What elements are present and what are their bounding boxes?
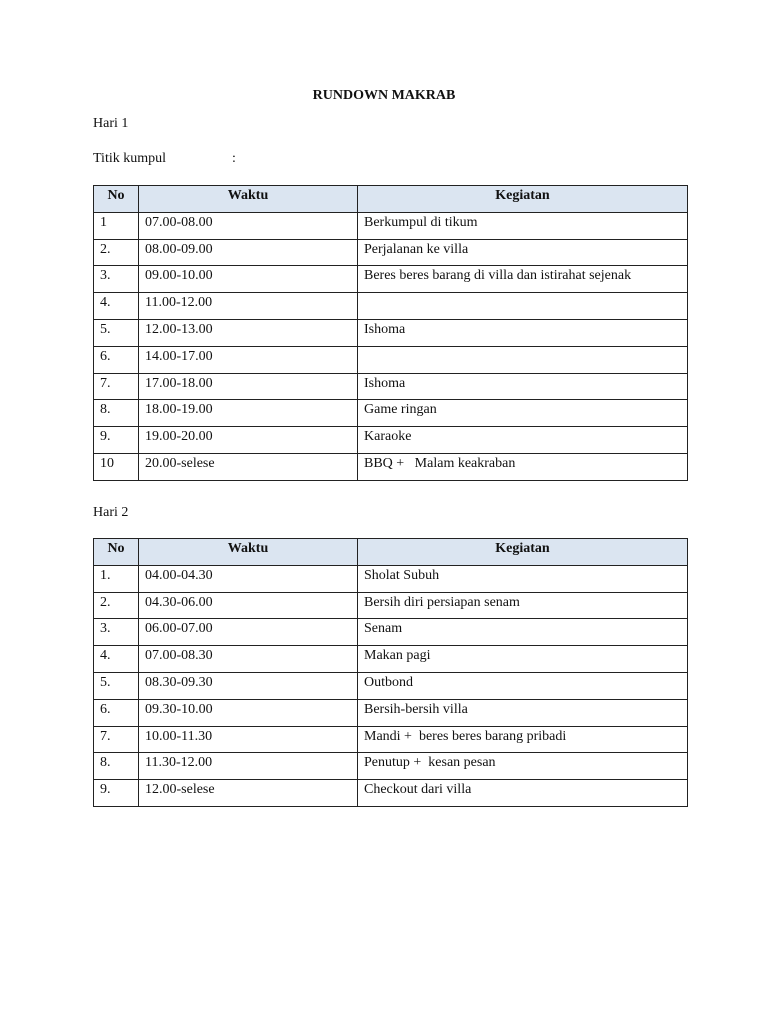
cell-waktu: 04.30-06.00 xyxy=(139,592,358,619)
cell-waktu: 10.00-11.30 xyxy=(139,726,358,753)
cell-waktu: 19.00-20.00 xyxy=(139,427,358,454)
table-row xyxy=(94,699,688,726)
table-row xyxy=(94,400,688,427)
table-row xyxy=(94,592,688,619)
cell-no: 2. xyxy=(94,592,139,619)
table-row xyxy=(94,293,688,320)
cell-kegiatan xyxy=(358,293,688,320)
day2-schedule-table xyxy=(93,538,688,807)
cell-no: 9. xyxy=(94,427,139,454)
table-header-row xyxy=(94,539,688,566)
cell-kegiatan: Bersih diri persiapan senam xyxy=(358,592,688,619)
column-header-waktu: Waktu xyxy=(139,186,358,213)
cell-waktu: 07.00-08.00 xyxy=(139,212,358,239)
cell-waktu: 11.00-12.00 xyxy=(139,293,358,320)
cell-no: 5. xyxy=(94,672,139,699)
cell-kegiatan: Penutup + kesan pesan xyxy=(358,753,688,780)
cell-waktu: 08.00-09.00 xyxy=(139,239,358,266)
day1-label: Hari 1 xyxy=(93,116,129,131)
cell-no: 3. xyxy=(94,619,139,646)
table-row xyxy=(94,753,688,780)
table-row xyxy=(94,453,688,480)
table-row xyxy=(94,565,688,592)
cell-waktu: 07.00-08.30 xyxy=(139,646,358,673)
cell-kegiatan: Perjalanan ke villa xyxy=(358,239,688,266)
table-row xyxy=(94,373,688,400)
document-title: RUNDOWN MAKRAB xyxy=(312,88,456,103)
cell-no: 6. xyxy=(94,699,139,726)
cell-no: 4. xyxy=(94,293,139,320)
table-row xyxy=(94,646,688,673)
day2-label: Hari 2 xyxy=(93,505,129,520)
cell-kegiatan: Outbond xyxy=(358,672,688,699)
cell-kegiatan: Berkumpul di tikum xyxy=(358,212,688,239)
column-header-waktu: Waktu xyxy=(139,539,358,566)
column-header-no: No xyxy=(94,539,139,566)
cell-kegiatan: Sholat Subuh xyxy=(358,565,688,592)
cell-no: 1 xyxy=(94,212,139,239)
cell-waktu: 20.00-selese xyxy=(139,453,358,480)
cell-no: 3. xyxy=(94,266,139,293)
cell-waktu: 04.00-04.30 xyxy=(139,565,358,592)
cell-waktu: 12.00-13.00 xyxy=(139,319,358,346)
cell-waktu: 06.00-07.00 xyxy=(139,619,358,646)
cell-kegiatan: Mandi + beres beres barang pribadi xyxy=(358,726,688,753)
day1-schedule-table xyxy=(93,185,688,481)
cell-no: 10 xyxy=(94,453,139,480)
cell-kegiatan: Senam xyxy=(358,619,688,646)
table-row xyxy=(94,619,688,646)
cell-kegiatan: Karaoke xyxy=(358,427,688,454)
table-row xyxy=(94,266,688,293)
table-row xyxy=(94,346,688,373)
table-row xyxy=(94,726,688,753)
cell-waktu: 12.00-selese xyxy=(139,780,358,807)
column-header-kegiatan: Kegiatan xyxy=(358,539,688,566)
cell-no: 6. xyxy=(94,346,139,373)
cell-waktu: 09.30-10.00 xyxy=(139,699,358,726)
table-row xyxy=(94,780,688,807)
table-header-row xyxy=(94,186,688,213)
cell-no: 8. xyxy=(94,753,139,780)
cell-kegiatan: Beres beres barang di villa dan istirahat sejenak xyxy=(358,266,688,293)
cell-waktu: 18.00-19.00 xyxy=(139,400,358,427)
cell-no: 7. xyxy=(94,373,139,400)
cell-kegiatan: Bersih-bersih villa xyxy=(358,699,688,726)
table-row xyxy=(94,212,688,239)
table-row xyxy=(94,239,688,266)
titik-kumpul-colon: : xyxy=(232,151,236,166)
cell-kegiatan xyxy=(358,346,688,373)
cell-kegiatan: Ishoma xyxy=(358,319,688,346)
cell-waktu: 11.30-12.00 xyxy=(139,753,358,780)
cell-no: 9. xyxy=(94,780,139,807)
cell-no: 2. xyxy=(94,239,139,266)
cell-waktu: 09.00-10.00 xyxy=(139,266,358,293)
column-header-kegiatan: Kegiatan xyxy=(358,186,688,213)
cell-waktu: 17.00-18.00 xyxy=(139,373,358,400)
cell-no: 7. xyxy=(94,726,139,753)
cell-no: 4. xyxy=(94,646,139,673)
cell-kegiatan: Checkout dari villa xyxy=(358,780,688,807)
titik-kumpul-label: Titik kumpul xyxy=(93,151,167,166)
table-row xyxy=(94,319,688,346)
cell-kegiatan: BBQ + Malam keakraban xyxy=(358,453,688,480)
cell-no: 5. xyxy=(94,319,139,346)
cell-waktu: 08.30-09.30 xyxy=(139,672,358,699)
table-row xyxy=(94,427,688,454)
cell-kegiatan: Game ringan xyxy=(358,400,688,427)
cell-kegiatan: Makan pagi xyxy=(358,646,688,673)
cell-no: 1. xyxy=(94,565,139,592)
cell-kegiatan: Ishoma xyxy=(358,373,688,400)
column-header-no: No xyxy=(94,186,139,213)
cell-waktu: 14.00-17.00 xyxy=(139,346,358,373)
table-row xyxy=(94,672,688,699)
cell-no: 8. xyxy=(94,400,139,427)
